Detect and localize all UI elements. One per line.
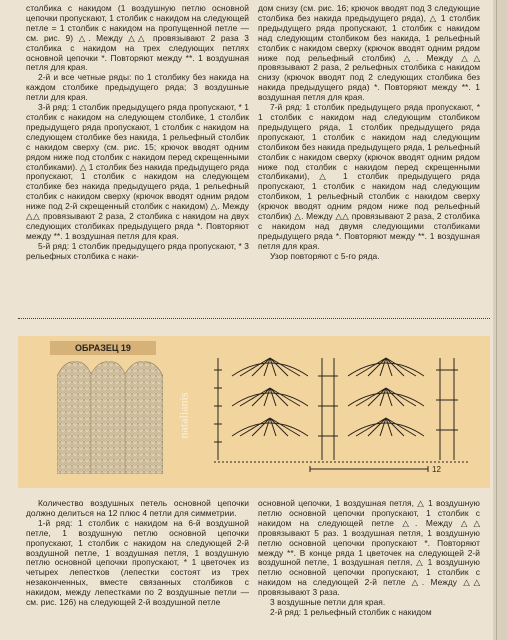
- paragraph: столбика с накидом (1 воздушную петлю основной цепочки пропускают, 1 столбик с накидом на следующей петле = 1 столбик с накидом на пропущенной петле — см. рис. 9) △. Между △△ провязывают 2 раза 3 столбика с накидом на трех следующих петлях основной цепочки *. Повторяют между **. 1 воздушная петля для края.: [26, 3, 249, 73]
- fan-motif-right: [348, 358, 424, 436]
- paragraph: 5-й ряд: 1 столбик предыдущего ряда пропускают, * 3 рельефных столбика с наки-: [26, 240, 249, 261]
- repeat-mark: 12: [432, 465, 441, 474]
- paragraph: 3 воздушные петли для края.: [270, 597, 386, 608]
- paragraph: основной цепочки, 1 воздушная петля, △ 1 воздушную петлю основной цепочки пропускают, 1 столбик с накидом на следующей петле △. Между △△ провязывают 5 раз. 1 воздушная петля, 1 воздушную петлю основной цепочки пропускают *. Повторяют между **. В конце ряда 1 цветочек на следующей 2-й воздушной петле, 1 воздушная петля, △ 1 воздушную петлю основной цепочки пропускают, 1 столбик с накидом на следующей 2-й петле △. Между △△ провязывают 3 раза.: [258, 498, 480, 598]
- top-left-column: [26, 4, 249, 262]
- paragraph: 1-й ряд: 1 столбик с накидом на 6-й воздушной петле, 1 воздушную петлю основной цепочки пропускают, 1 столбик с накидом на следующей 2-й воздушной петле, 1 воздушная петля, 1 воздушную петлю основной цепочки пропускают, * 1 цветочек из четырех лепестков (лепестки состоят из трех незаконченных, вместе связанных столбиков с накидом, между лепестками по 2 воздушные петли — см. рис. 126) на следующей 2-й воздушной петле: [26, 517, 249, 608]
- paragraph: 7-й ряд: 1 столбик предыдущего ряда пропускают, * 1 столбик с накидом над следующим столбиком предыдущего ряда, 1 столбик предыдущего ряда пропускают, 1 столбик с накидом над следующим столбиком без накида предыдущего ряда, 1 рельефный столбик с накидом сверху (крючок вводят одним рядом ниже под столбик с накидом перед скрещенными столбиками), △ 1 столбик предыдущего ряда пропускают, 1 столбик с накидом над следующим столбиком, 1 рельефный столбик с накидом сверху (крючок вводят одним рядом ниже под рельефный столбик) △. Между △△ провязывают 2 раза, 2 столбика с накидом над двумя следующими столбиками предыдущего ряда *. Повторяют между **. 1 воздушная петля для края.: [258, 102, 480, 251]
- crochet-chart: [210, 350, 472, 475]
- fan-motif-left: [232, 358, 308, 436]
- bottom-right-column: [258, 499, 480, 618]
- paragraph: дом снизу (см. рис. 16; крючок вводят под 3 следующие столбика без накида предыдущего ряда), △ 1 столбик предыдущего ряда пропускают, 1 столбик с накидом над следующим столбиком без накида, 1 рельефный столбик с накидом сверху (крючок вводят одним рядом ниже под рельефный столбик) △. Между △△ провязывают 2 раза, 2 рельефных столбика с накидом снизу (крючок вводят под 2 следующих столбика без накида предыдущего ряда) *. Повторяют между **. 1 воздушная петля для края.: [258, 3, 480, 103]
- paragraph: 3-й ряд: 1 столбик предыдущего ряда пропускают, * 1 столбик с накидом на следующем столбике, 1 столбик предыдущего ряда пропускают, 1 столбик с накидом на следующем столбике без накида, 1 рельефный столбик с накидом сверху (см. рис. 15; крючок вводят одним рядом ниже под столбик с накидом перед скрещенными столбиками). △ 1 столбик без накида предыдущего ряда пропускают, 1 столбик с накидом на следующем столбике без накида предыдущего ряда, 1 рельефный столбик с накидом сверху (крючок вводят одним рядом ниже под 2-й скрещенный столбик с накидом) △. Между △△ провязывают 2 раза, 2 столбика с накидом на двух следующих столбиках предыдущего ряда *. Повторяют между **. 1 воздушная петля для края.: [26, 102, 249, 241]
- paragraph: 2-й и все четные ряды: по 1 столбику без накида на каждом столбике предыдущего ряда; 3 воздушные петли для края.: [26, 72, 249, 103]
- knitted-swatch-photo: [57, 360, 163, 474]
- dotted-divider: [18, 318, 490, 319]
- paragraph: Количество воздушных петель основной цепочки должно делиться на 12 плюс 4 петли для симметрии.: [26, 498, 249, 518]
- foundation-chain: [214, 462, 468, 472]
- stitch-column-middle: [318, 358, 338, 460]
- bottom-left-column: [26, 499, 249, 608]
- top-right-column: [258, 4, 480, 262]
- paragraph: Узор повторяют с 5-го ряда.: [270, 250, 380, 261]
- stitch-column-right: [436, 358, 458, 460]
- stitch-column-left: [214, 358, 222, 460]
- paragraph: 2-й ряд: 1 рельефный столбик с накидом: [270, 606, 432, 617]
- sample-label: ОБРАЗЕЦ 19: [50, 341, 156, 355]
- gutter-line: [496, 0, 497, 640]
- watermark: natalianis: [176, 392, 191, 438]
